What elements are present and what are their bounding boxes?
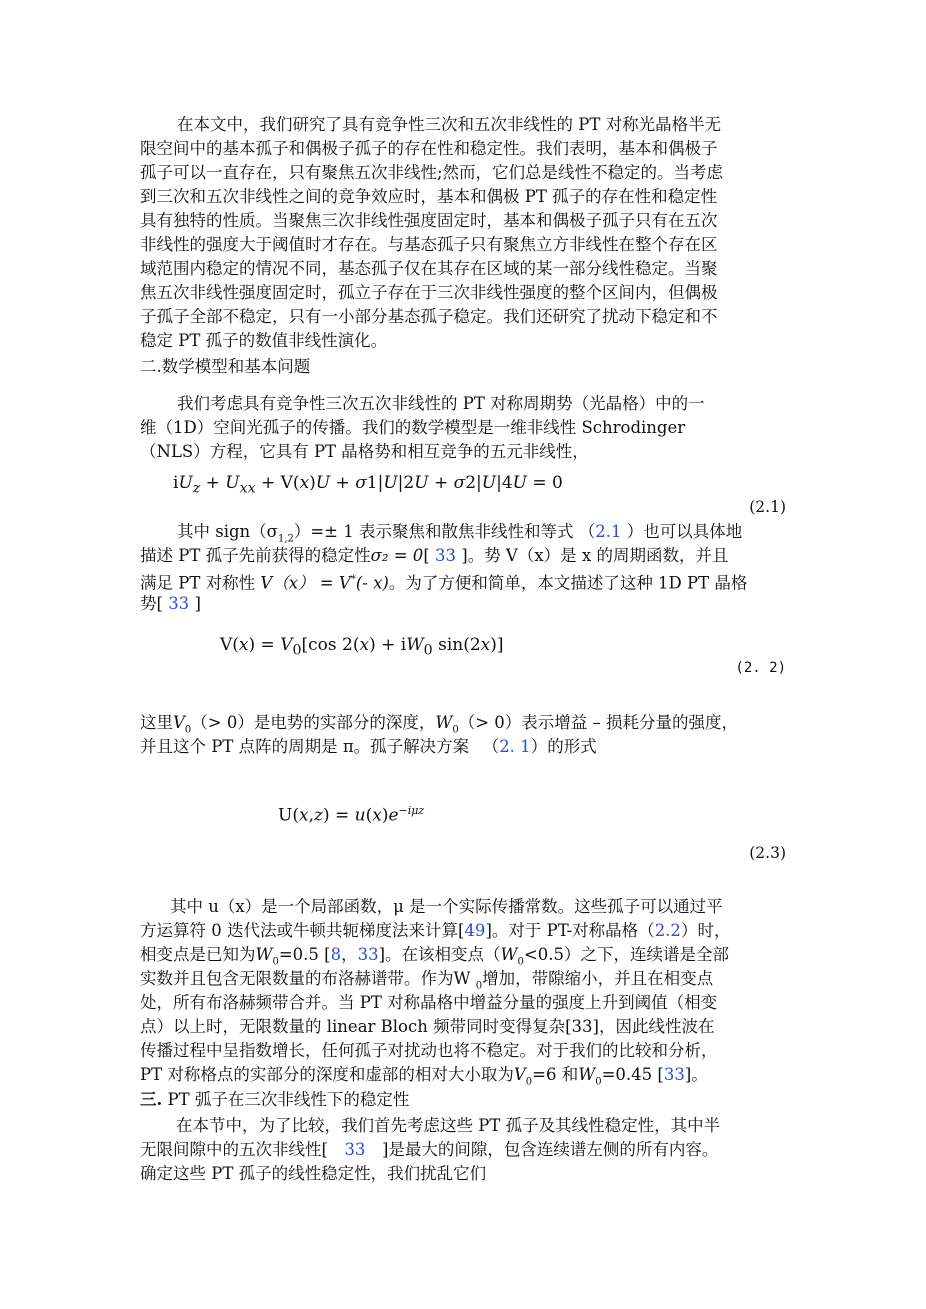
intro-line: 非线性的强度大于阈值时才存在。与基态孤子只有聚焦立方非线性在整个存在区 — [140, 235, 718, 254]
section-2-heading: 二.数学模型和基本问题 — [140, 357, 311, 376]
para-line: 方运算符 0 迭代法或牛顿共轭梯度法来计算[49]。对于 PT-对称晶格（2.2）时， — [140, 921, 731, 940]
para-line: PT 对称格点的实部分的深度和虚部的相对大小取为$V_0=6$ 和$W_0=0.45$ [33]。 — [140, 1065, 708, 1087]
para-line: 确定这些 PT 孤子的线性稳定性，我们扰乱它们 — [140, 1164, 487, 1183]
para-line: 在本节中，为了比较，我们首先考虑这些 PT 孤子及其线性稳定性，其中半 — [176, 1116, 721, 1135]
ref-link[interactable]: 33 — [663, 1065, 685, 1084]
section-3-paragraph — [140, 1114, 786, 1186]
section-3-title: PT 弧子在三次非线性下的稳定性 — [162, 1090, 410, 1109]
intro-line: 在本文中，我们研究了具有竞争性三次和五次非线性的 PT 对称光晶格半无 — [177, 115, 722, 134]
para-line: 满足 PT 对称性 V（x） = V*(- x)。为了方便和简单，本文描述了这种 1D PT 晶格 — [140, 573, 748, 592]
intro-line: 孤子可以一直存在，只有聚焦五次非线性;然而，它们总是线性不稳定的。当考虑 — [140, 163, 724, 182]
ref-link[interactable]: 2.1 — [595, 522, 622, 541]
section-2-line: （NLS）方程，它具有 PT 晶格势和相互竞争的五元非线性， — [140, 442, 589, 461]
paragraph-after-eq-2-2 — [140, 711, 786, 759]
ref-link[interactable]: 8 — [330, 945, 342, 964]
intro-line: 稳定 PT 孤子的数值非线性演化。 — [140, 331, 388, 350]
para-line: 无限间隙中的五次非线性[ 33 ]是最大的间隙，包含连续谱左侧的所有内容。 — [140, 1140, 719, 1159]
para-line: 其中 u（x）是一个局部函数，μ 是一个实际传播常数。这些孤子可以通过平 — [170, 897, 723, 916]
intro-line: 具有独特的性质。当聚焦三次非线性强度固定时，基本和偶极子孤子只有在五次 — [140, 211, 718, 230]
ref-link[interactable]: 2. 1 — [499, 737, 531, 756]
para-line: 其中 $sign(\sigma_{1,2})=\pm 1$ 表示聚焦和散焦非线性和等式 （2.1 ）也可以具体地 — [177, 522, 743, 544]
equation-2-2-number: (2. 2) — [735, 660, 786, 676]
intro-line: 限空间中的基本孤子和偶极子孤子的存在性和稳定性。我们表明，基本和偶极子 — [140, 139, 718, 158]
para-line: 势[ 33 ] — [140, 594, 201, 613]
para-line: 传播过程中呈指数增长，任何孤子对扰动也将不稳定。对于我们的比较和分析， — [140, 1041, 718, 1060]
intro-line: 子孤子全部不稳定，只有一小部分基态孤子稳定。我们还研究了扰动下稳定和不 — [140, 307, 718, 326]
para-line: 这里$V_0(> 0)$是电势的实部分的深度，$W_0(> 0)$表示增益 – 损耗分量的强度， — [140, 713, 739, 735]
ref-link[interactable]: 33 — [168, 594, 190, 613]
equation-2-3-number: (2.3) — [749, 844, 786, 862]
paragraph-3 — [140, 895, 786, 1087]
intro-line: 域范围内稳定的情况不同，基态孤子仅在其存在区域的某一部分线性稳定。当聚 — [140, 259, 718, 278]
section-3-number: 三. — [140, 1090, 163, 1109]
equation-2-1: $iU_z + U_{xx} + V(x)U + \sigma 1|U|2U + \sigma 2|U|4U = 0$ — [173, 473, 563, 497]
equation-2-3: $U(x,z) = u(x)e^{-i\mu z}$ — [278, 804, 425, 826]
equation-2-1-number: (2.1) — [749, 498, 786, 516]
intro-line: 到三次和五次非线性之间的竞争效应时，基本和偶极 PT 孤子的存在性和稳定性 — [140, 187, 718, 206]
ref-link[interactable]: 33 — [344, 1140, 366, 1159]
ref-link[interactable]: 49 — [464, 921, 486, 940]
intro-paragraph — [140, 113, 786, 353]
ref-link[interactable]: 33 — [357, 945, 379, 964]
paragraph-after-eq-2-1 — [140, 520, 786, 616]
ref-link[interactable]: 2.2 — [654, 921, 681, 940]
para-line: 处，所有布洛赫频带合并。当 PT 对称晶格中增益分量的强度上升到阈值（相变 — [140, 993, 718, 1012]
ref-link[interactable]: 33 — [435, 546, 456, 565]
section-2-paragraph — [140, 392, 786, 464]
section-2-line: 我们考虑具有竞争性三次五次非线性的 PT 对称周期势（光晶格）中的一 — [177, 394, 705, 413]
para-line: 实数并且包含无限数量的布洛赫谱带。作为W $_0$增加，带隙缩小，并且在相变点 — [140, 969, 714, 991]
para-line: 并且这个 PT 点阵的周期是 π。孤子解决方案 （2. 1）的形式 — [140, 737, 597, 756]
section-2-line: 维（1D）空间光孤子的传播。我们的数学模型是一维非线性 Schrodinger — [140, 418, 686, 437]
para-line: 描述 PT 孤子先前获得的稳定性σ₂ = 0[ 33 ]。势 V（x）是 x 的周期函数，并且 — [140, 546, 729, 565]
para-line: 点）以上时，无限数量的 linear Bloch 频带同时变得复杂[33]，因此线性波在 — [140, 1017, 715, 1036]
para-line: 相变点是已知为$W_0=0.5$ [8，33]。在该相变点$(W_0<0.5)$之下，连续谱是全部 — [140, 945, 729, 967]
intro-line: 焦五次非线性强度固定时，孤立子存在于三次非线性强度的整个区间内，但偶极 — [140, 283, 718, 302]
equation-2-2: $V(x) = V_0[\cos$ $2(x) + iW_0$ sin(2x)] — [220, 635, 504, 659]
section-3-heading — [140, 1088, 409, 1112]
